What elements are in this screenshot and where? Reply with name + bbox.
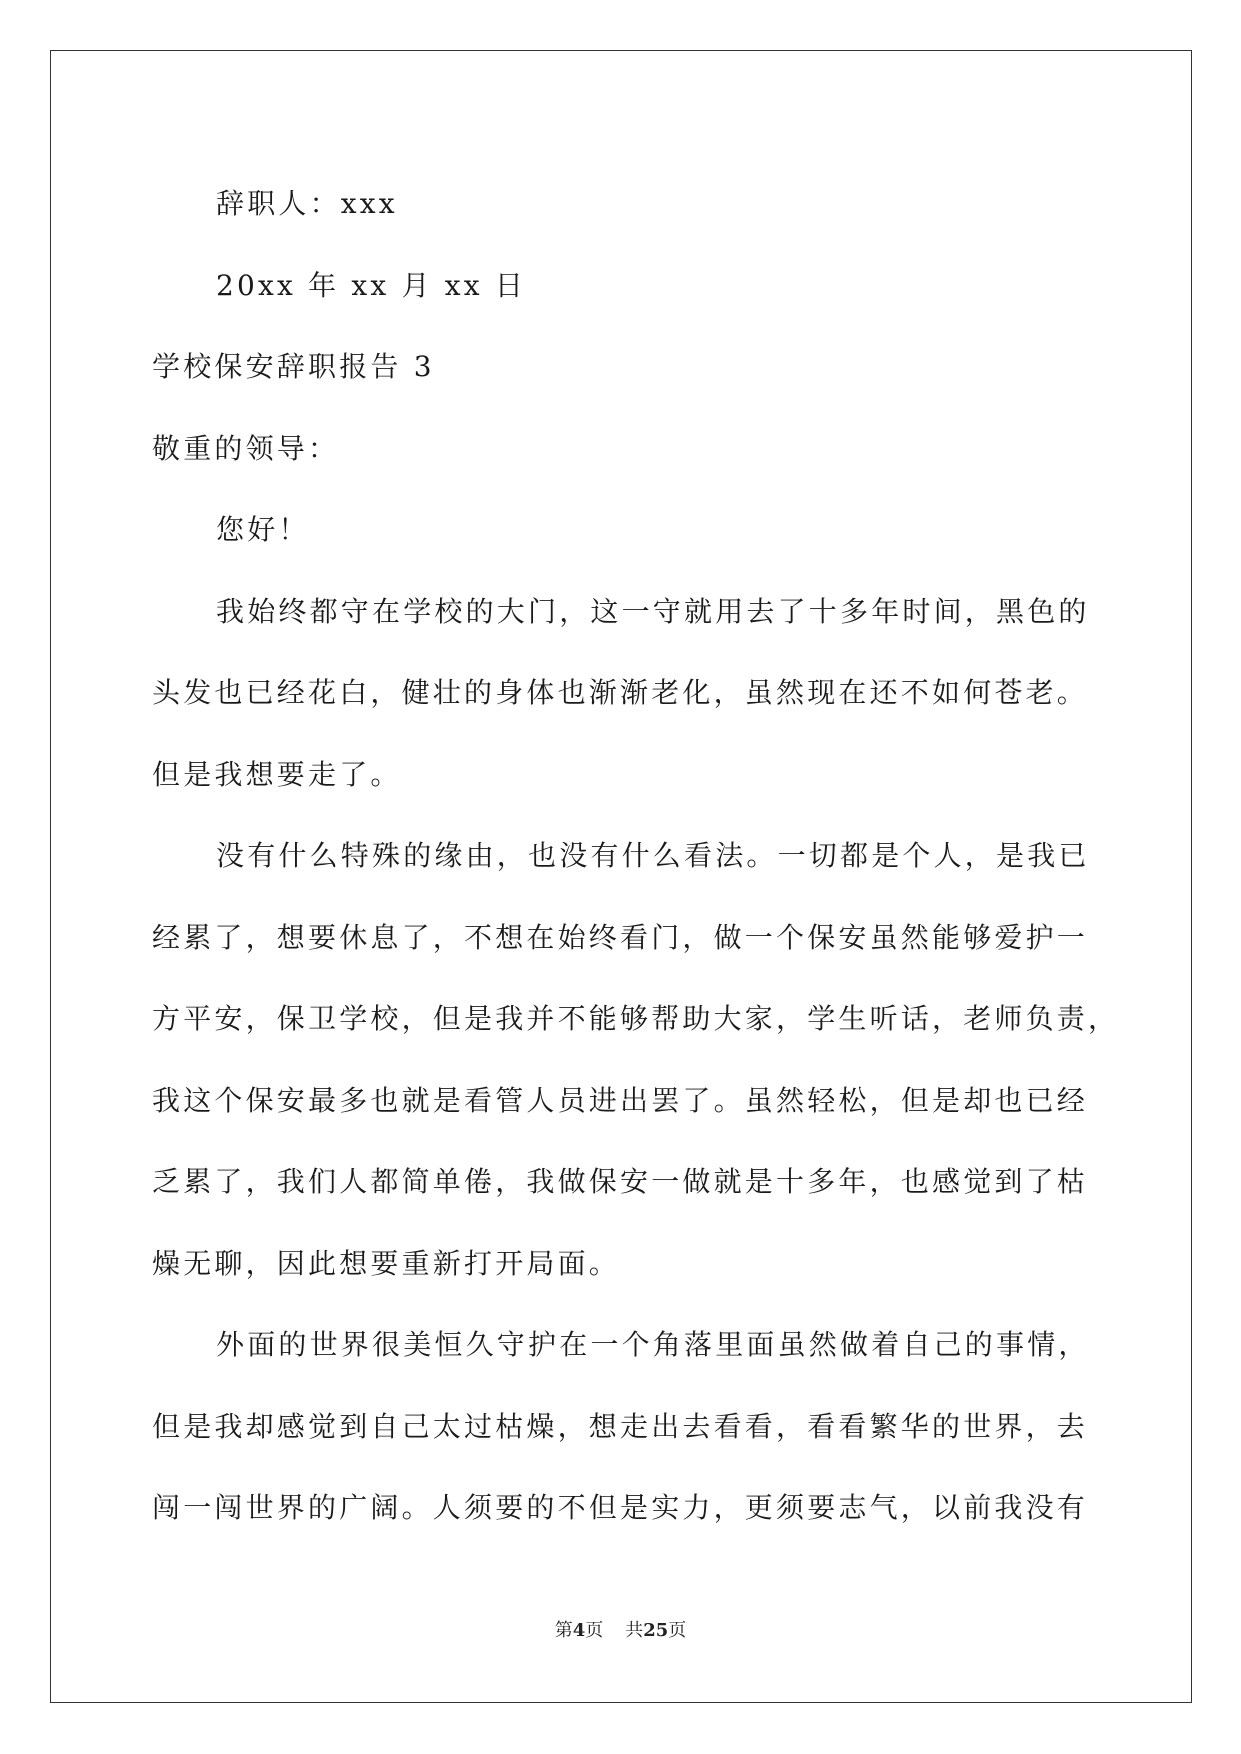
page-footer (0, 1616, 1241, 1642)
section-title: 学校保安辞职报告 3 (152, 350, 435, 383)
paragraph-line: 但是我却感觉到自己太过枯燥，想走出去看看，看看繁华的世界，去 (152, 1409, 1089, 1443)
paragraph-line: 我始终都守在学校的大门，这一守就用去了十多年时间，黑色的 (216, 594, 1090, 628)
paragraph-line: 燥无聊，因此想要重新打开局面。 (152, 1246, 621, 1280)
paragraph-line: 方平安，保卫学校，但是我并不能够帮助大家，学生听话，老师负责， (152, 1002, 1120, 1035)
greeting: 您好！ (216, 513, 310, 546)
signature-line: 辞职人：xxx (216, 187, 398, 220)
paragraph-line: 头发也已经花白，健壮的身体也渐渐老化，虽然现在还不如何苍老。 (152, 676, 1089, 709)
paragraph-line: 但是我想要走了。 (152, 757, 402, 791)
footer-total-prefix: 共 (625, 1620, 644, 1641)
document-body (152, 163, 1120, 1549)
paragraph-line: 没有什么特殊的缘由，也没有什么看法。一切都是个人，是我已 (216, 839, 1090, 872)
date-line: 20xx 年 xx 月 xx 日 (216, 268, 527, 302)
footer-page-suffix: 页 (585, 1620, 604, 1641)
paragraph-line: 我这个保安最多也就是看管人员进出罢了。虽然轻松，但是却也已经 (152, 1083, 1089, 1117)
paragraph-line: 乏累了，我们人都简单倦，我做保安一做就是十多年，也感觉到了枯 (152, 1165, 1089, 1198)
page-number: 4 (572, 1620, 586, 1641)
footer-prefix: 第 (554, 1620, 573, 1641)
total-pages: 25 (643, 1620, 669, 1641)
paragraph-line: 经累了，想要休息了，不想在始终看门，做一个保安虽然能够爱护一 (152, 920, 1089, 954)
paragraph-line: 闯一闯世界的广阔。人须要的不但是实力，更须要志气，以前我没有 (152, 1491, 1089, 1524)
paragraph-line: 外面的世界很美恒久守护在一个角落里面虽然做着自己的事情， (216, 1328, 1090, 1361)
salutation: 敬重的领导： (152, 431, 340, 465)
footer-total-suffix: 页 (668, 1620, 687, 1641)
